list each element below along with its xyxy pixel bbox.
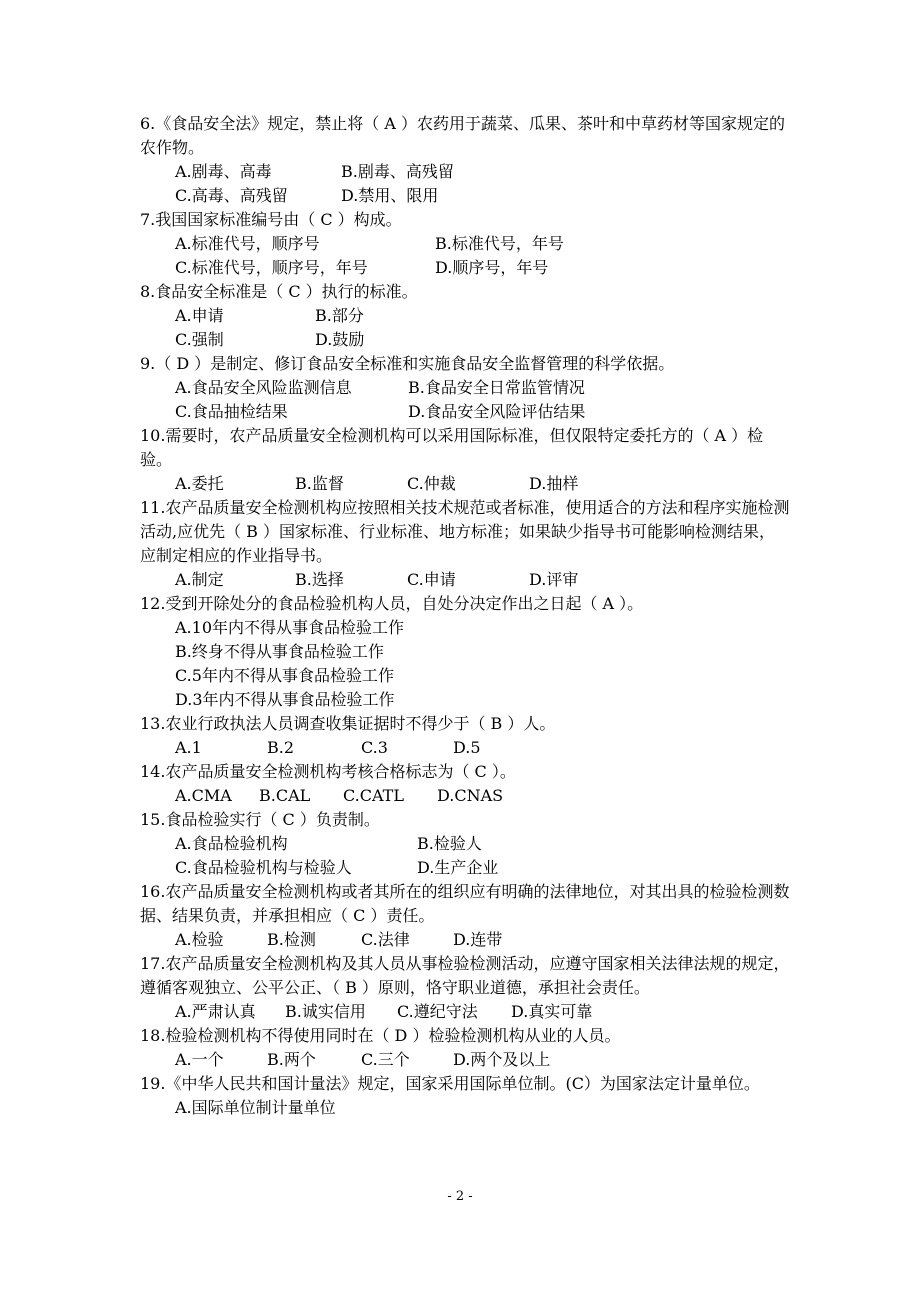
option-row (175, 1048, 790, 1072)
answer-option: C.5年内不得从事食品检验工作 (175, 666, 394, 685)
answer-option: D.3年内不得从事食品检验工作 (175, 690, 395, 709)
option-row (175, 256, 790, 280)
question-item (140, 808, 790, 880)
answer-option: A.剧毒、高毒 (175, 162, 272, 181)
option-row (175, 328, 790, 352)
option-row (175, 184, 790, 208)
option-row (175, 1096, 790, 1120)
option-group (175, 832, 790, 880)
answer-option: C.法律 (361, 930, 410, 949)
answer-option: D.禁用、限用 (341, 186, 439, 205)
option-group (175, 616, 790, 712)
question-text: 11.农产品质量安全检测机构应按照相关技术规范或者标准，使用适合的方法和程序实施检测活动,应优先（ B ）国家标准、行业标准、地方标准；如果缺少指导书可能影响检测结果，应制定相应的作业指导书。 (140, 498, 790, 565)
question-item (140, 208, 790, 280)
answer-option: B.选择 (295, 570, 344, 589)
option-row (175, 688, 790, 712)
question-text: 12.受到开除处分的食品检验机构人员，自处分决定作出之日起（ A ）。 (140, 594, 644, 613)
option-group (175, 1048, 790, 1072)
question-item (140, 712, 790, 760)
answer-option: B.2 (267, 738, 295, 757)
answer-option: A.1 (175, 738, 202, 757)
option-group (175, 376, 790, 424)
answer-option: A.申请 (175, 306, 224, 325)
answer-option: C.申请 (407, 570, 456, 589)
answer-option: B.标准代号，年号 (435, 234, 564, 253)
answer-option: A.CMA (175, 786, 232, 805)
question-item (140, 112, 790, 208)
option-group (175, 160, 790, 208)
option-group (175, 1000, 790, 1024)
option-row (175, 832, 790, 856)
option-row (175, 160, 790, 184)
answer-option: B.终身不得从事食品检验工作 (175, 642, 384, 661)
question-text: 10.需要时，农产品质量安全检测机构可以采用国际标准，但仅限特定委托方的（ A ）检验。 (140, 426, 764, 469)
answer-option: B.剧毒、高残留 (341, 162, 454, 181)
answer-option: C.食品检验机构与检验人 (175, 858, 352, 877)
answer-option: C.遵纪守法 (397, 1002, 478, 1021)
question-item (140, 880, 790, 952)
question-item (140, 280, 790, 352)
answer-option: B.检验人 (417, 834, 482, 853)
option-row (175, 736, 790, 760)
answer-option: B.监督 (295, 474, 344, 493)
answer-option: D.评审 (529, 570, 579, 589)
question-item (140, 424, 790, 496)
question-text: 8.食品安全标准是（ C ）执行的标准。 (140, 282, 418, 301)
answer-option: A.制定 (175, 570, 224, 589)
option-group (175, 304, 790, 352)
option-row (175, 856, 790, 880)
question-list (140, 112, 790, 1120)
answer-option: B.部分 (315, 306, 364, 325)
answer-option: A.委托 (175, 474, 224, 493)
option-row (175, 568, 790, 592)
question-text: 17.农产品质量安全检测机构及其人员从事检验检测活动，应遵守国家相关法律法规的规定，遵循客观独立、公平公正、（ B ）原则，恪守职业道德，承担社会责任。 (140, 954, 790, 997)
answer-option: D.顺序号，年号 (435, 258, 549, 277)
option-row (175, 472, 790, 496)
answer-option: D.CNAS (437, 786, 504, 805)
question-item (140, 592, 790, 712)
question-text: 13.农业行政执法人员调查收集证据时不得少于（ B ）人。 (140, 714, 556, 733)
answer-option: D.真实可靠 (511, 1002, 593, 1021)
answer-option: B.诚实信用 (285, 1002, 366, 1021)
answer-option: A.国际单位制计量单位 (175, 1098, 336, 1117)
question-text: 9.（ D ）是制定、修订食品安全标准和实施食品安全监督管理的科学依据。 (140, 354, 675, 373)
option-row (175, 1000, 790, 1024)
question-text: 7.我国国家标准编号由（ C ）构成。 (140, 210, 402, 229)
answer-option: A.标准代号，顺序号 (175, 234, 320, 253)
answer-option: D.鼓励 (315, 330, 365, 349)
answer-option: B.两个 (267, 1050, 316, 1069)
answer-option: D.抽样 (529, 474, 579, 493)
answer-option: D.连带 (453, 930, 503, 949)
option-row (175, 304, 790, 328)
answer-option: A.检验 (175, 930, 224, 949)
option-group (175, 232, 790, 280)
option-group (175, 784, 790, 808)
question-item (140, 1072, 790, 1120)
question-text: 6.《食品安全法》规定，禁止将（ A ）农药用于蔬菜、瓜果、茶叶和中草药材等国家规定的农作物。 (140, 114, 785, 157)
answer-option: C.食品抽检结果 (175, 402, 288, 421)
question-item (140, 496, 790, 592)
option-group (175, 928, 790, 952)
question-item (140, 952, 790, 1024)
answer-option: A.10年内不得从事食品检验工作 (175, 618, 405, 637)
option-row (175, 400, 790, 424)
option-group (175, 568, 790, 592)
question-text: 19.《中华人民共和国计量法》规定，国家采用国际单位制。(C）为国家法定计量单位。 (140, 1074, 760, 1093)
answer-option: B.检测 (267, 930, 316, 949)
answer-option: B.CAL (259, 786, 311, 805)
option-group (175, 1096, 790, 1120)
option-row (175, 928, 790, 952)
option-row (175, 376, 790, 400)
answer-option: C.标准代号，顺序号，年号 (175, 258, 368, 277)
question-text: 18.检验检测机构不得使用同时在（ D ）检验检测机构从业的人员。 (140, 1026, 621, 1045)
question-text: 15.食品检验实行（ C ）负责制。 (140, 810, 380, 829)
option-row (175, 640, 790, 664)
question-item (140, 1024, 790, 1072)
answer-option: C.高毒、高残留 (175, 186, 288, 205)
question-text: 14.农产品质量安全检测机构考核合格标志为（ C ）。 (140, 762, 516, 781)
question-item (140, 352, 790, 424)
option-group (175, 472, 790, 496)
answer-option: A.食品检验机构 (175, 834, 288, 853)
option-row (175, 232, 790, 256)
answer-option: D.两个及以上 (453, 1050, 551, 1069)
answer-option: C.三个 (361, 1050, 410, 1069)
answer-option: A.食品安全风险监测信息 (175, 378, 352, 397)
answer-option: D.5 (453, 738, 481, 757)
answer-option: C.CATL (343, 786, 404, 805)
answer-option: C.仲裁 (407, 474, 456, 493)
answer-option: A.严肃认真 (175, 1002, 256, 1021)
answer-option: D.生产企业 (417, 858, 499, 877)
question-text: 16.农产品质量安全检测机构或者其所在的组织应有明确的法律地位，对其出具的检验检测数据、结果负责，并承担相应（ C ）责任。 (140, 882, 790, 925)
option-row (175, 784, 790, 808)
answer-option: A.一个 (175, 1050, 224, 1069)
option-group (175, 736, 790, 760)
answer-option: D.食品安全风险评估结果 (408, 402, 586, 421)
answer-option: B.食品安全日常监管情况 (408, 378, 585, 397)
question-item (140, 760, 790, 808)
answer-option: C.强制 (175, 330, 224, 349)
answer-option: C.3 (361, 738, 388, 757)
page-number: - 2 - (447, 1189, 473, 1204)
option-row (175, 616, 790, 640)
option-row (175, 664, 790, 688)
